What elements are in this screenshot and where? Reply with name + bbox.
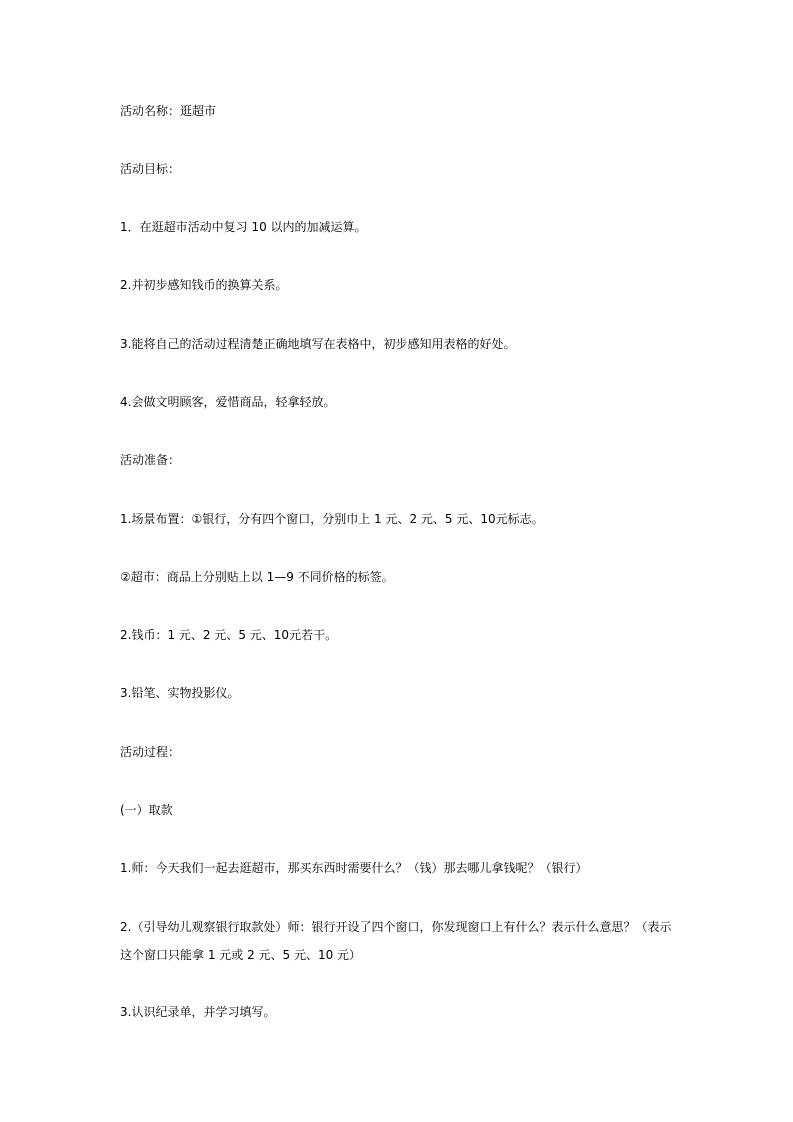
activity-process-heading: 活动过程： (120, 745, 181, 759)
preparation-item-3: 3.铅笔、实物投影仪。 (120, 686, 240, 700)
activity-goals-heading: 活动目标： (120, 162, 181, 176)
goal-item-2: 2.并初步感知钱币的换算关系。 (120, 278, 288, 292)
preparation-item-1b: ②超市：商品上分别贴上以 1—9 不同价格的标签。 (120, 570, 394, 584)
goal-item-3: 3.能将自己的活动过程清楚正确地填写在表格中，初步感知用表格的好处。 (120, 337, 516, 351)
process-item-3: 3.认识纪录单，并学习填写。 (120, 1005, 276, 1019)
process-item-2: 2.（引导幼儿观察银行取款处）师：银行开设了四个窗口，你发现窗口上有什么？表示什么意思？（表示这个窗口只能拿 1 元或 2 元、5 元、10 元） (120, 920, 672, 962)
goal-item-4: 4.会做文明顾客，爱惜商品，轻拿轻放。 (120, 395, 336, 409)
activity-preparation-heading: 活动准备： (120, 453, 181, 467)
process-section-withdraw: (一）取款 (120, 803, 173, 817)
activity-name-line: 活动名称：逛超市 (120, 104, 217, 118)
preparation-item-2: 2.钱币：1 元、2 元、5 元、10元若干。 (120, 628, 338, 642)
goal-item-1: 1．在逛超市活动中复习 10 以内的加减运算。 (120, 220, 367, 234)
process-item-1: 1.师：今天我们一起去逛超市，那买东西时需要什么？（钱）那去哪儿拿钱呢？（银行） (120, 861, 588, 875)
preparation-item-1: 1.场景布置：①银行，分有四个窗口，分别巾上 1 元、2 元、5 元、10元标志。 (120, 512, 544, 526)
